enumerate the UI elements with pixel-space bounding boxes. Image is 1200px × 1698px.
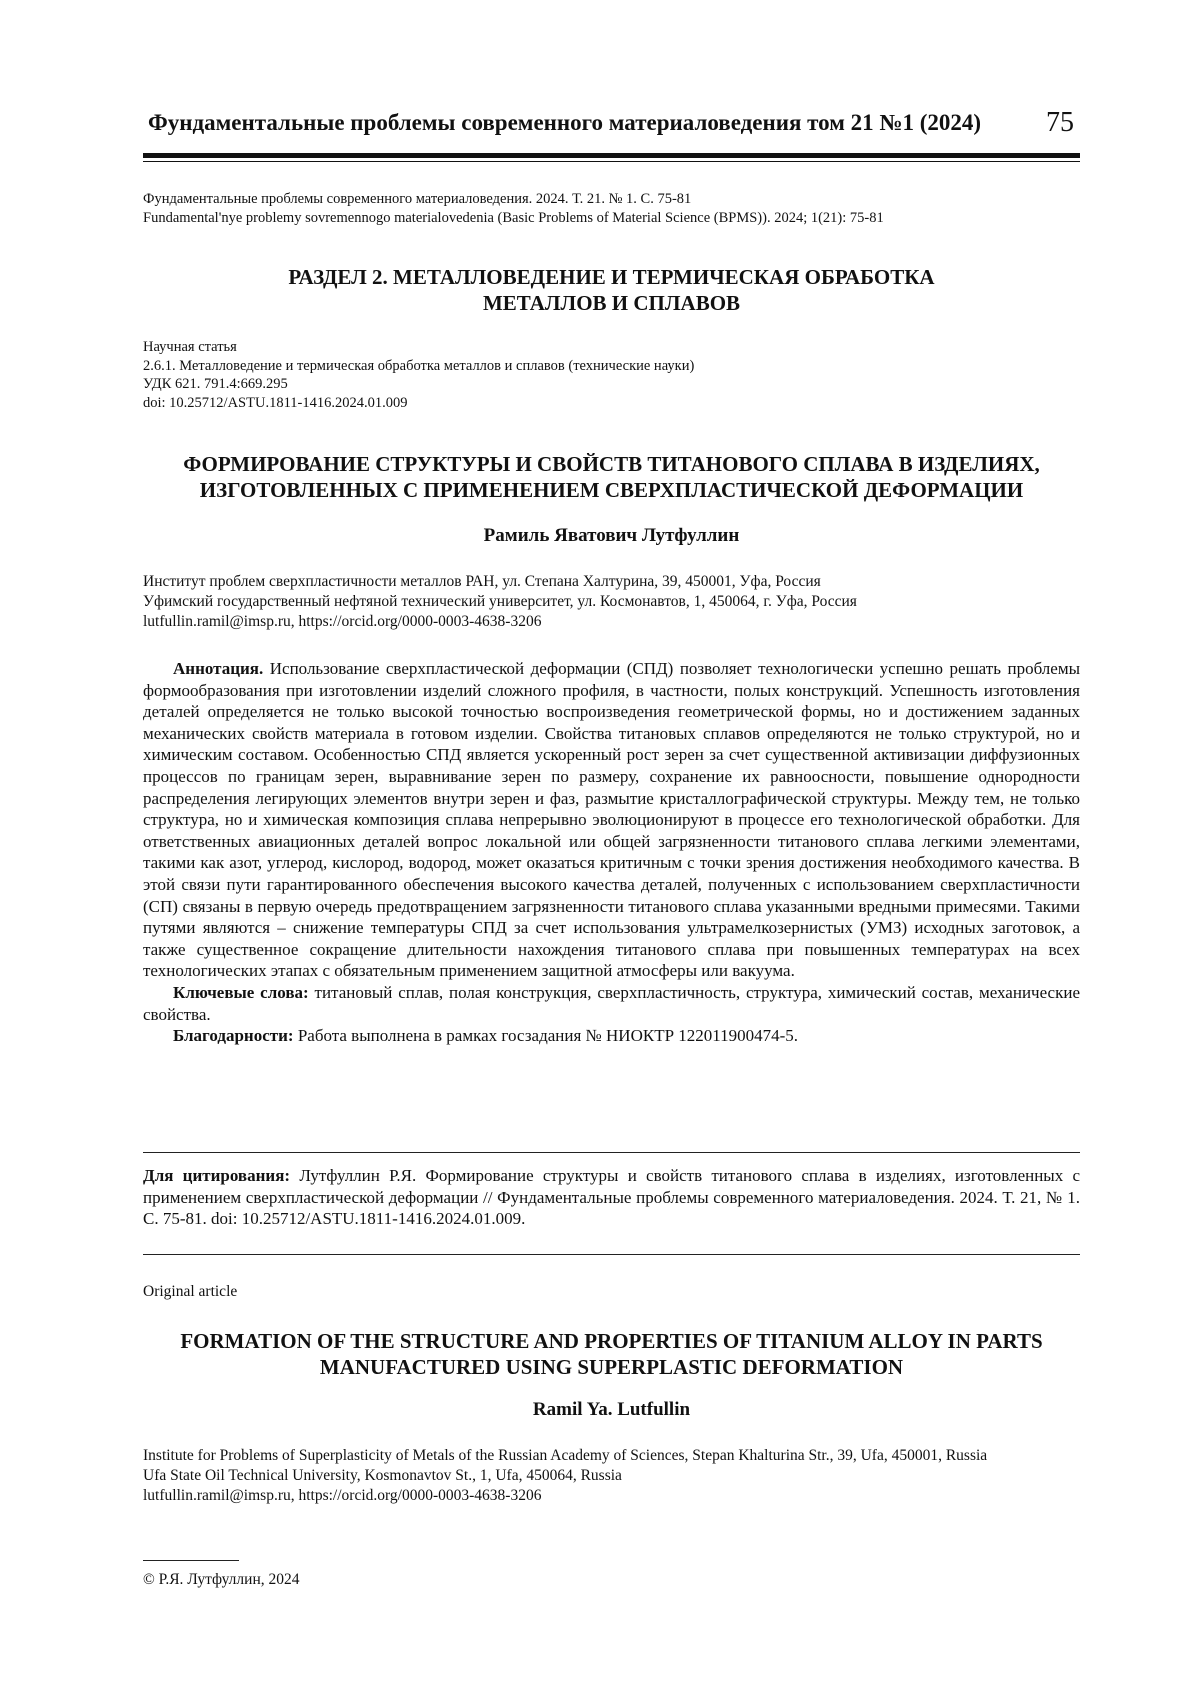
- section-heading-line1: РАЗДЕЛ 2. МЕТАЛЛОВЕДЕНИЕ И ТЕРМИЧЕСКАЯ ОБРАБОТКА: [288, 265, 935, 289]
- section-heading: [143, 264, 1080, 316]
- article-specialty: 2.6.1. Металловедение и термическая обработка металлов и сплавов (технические науки): [143, 357, 695, 374]
- page-number: 75: [1046, 107, 1074, 138]
- citation-block: [143, 1165, 1080, 1230]
- acknowledgements-paragraph: [143, 1025, 1080, 1047]
- affiliation-ru-1: Институт проблем сверхпластичности металлов РАН, ул. Степана Халтурина, 39, 450001, Уфа, Россия: [143, 573, 821, 590]
- affiliation-ru-2: Уфимский государственный нефтяной технический университет, ул. Космонавтов, 1, 450064, г. Уфа, Россия: [143, 593, 857, 610]
- copyright-footnote: © Р.Я. Лутфуллин, 2024: [143, 1571, 300, 1588]
- title-ru-line1: ФОРМИРОВАНИЕ СТРУКТУРЫ И СВОЙСТВ ТИТАНОВОГО СПЛАВА В ИЗДЕЛИЯХ,: [183, 452, 1040, 476]
- keywords-label: Ключевые слова:: [173, 982, 309, 1002]
- title-en-line1: FORMATION OF THE STRUCTURE AND PROPERTIES OF TITANIUM ALLOY IN PARTS: [180, 1329, 1043, 1353]
- citation-text: Лутфуллин Р.Я. Формирование структуры и свойств титанового сплава в изделиях, изготовленных с применением сверхпластической деформации // Фундаментальные проблемы современного материаловедения. 2024. Т. 21, № 1. С. 75-81. doi: 10.25712/ASTU.1811-1416.2024.01.009.: [143, 1166, 1081, 1229]
- affiliation-en-1: Institute for Problems of Superplasticity of Metals of the Russian Academy of Sciences, Stepan Khalturina Str., 39, Ufa, 450001, Russia: [143, 1447, 988, 1464]
- affiliations-en: [143, 1446, 987, 1506]
- original-article-label: Original article: [143, 1283, 238, 1300]
- biblio-line-ru: Фундаментальные проблемы современного материаловедения. 2024. Т. 21. № 1. С. 75-81: [143, 191, 692, 207]
- article-title-en: [143, 1328, 1080, 1380]
- abstract-label: Аннотация.: [173, 659, 264, 678]
- citation-rule-top: [143, 1152, 1080, 1153]
- citation-label: Для цитирования:: [143, 1166, 291, 1185]
- author-name-en: Ramil Ya. Lutfullin: [532, 1399, 691, 1420]
- title-ru-line2: ИЗГОТОВЛЕННЫХ С ПРИМЕНЕНИЕМ СВЕРХПЛАСТИЧЕСКОЙ ДЕФОРМАЦИИ: [199, 478, 1024, 502]
- affiliations-ru: [143, 572, 857, 632]
- acknowledgements-text: Работа выполнена в рамках госзадания № НИОКТР 122011900474-5.: [297, 1026, 799, 1046]
- keywords-text: титановый сплав, полая конструкция, сверхпластичность, структура, химический состав, механические свойства.: [143, 982, 1081, 1024]
- author-name-ru: Рамиль Яватович Лутфуллин: [483, 525, 740, 546]
- article-udc: УДК 621. 791.4:669.295: [143, 376, 288, 392]
- abstract-paragraph: [143, 658, 1080, 982]
- affiliation-en-2: Ufa State Oil Technical University, Kosmonavtov St., 1, Ufa, 450064, Russia: [143, 1467, 622, 1484]
- section-heading-line2: МЕТАЛЛОВ И СПЛАВОВ: [482, 291, 741, 315]
- bibliographic-reference: [143, 190, 884, 227]
- citation-rule-bottom: [143, 1254, 1080, 1255]
- biblio-line-en: Fundamental'nye problemy sovremennogo materialovedenia (Basic Problems of Material Science (BPMS)). 2024; 1(21): 75-81: [143, 209, 884, 226]
- article-title-ru: [143, 451, 1080, 503]
- header-rule-thick: [143, 153, 1080, 158]
- header-rule-thin: [143, 161, 1080, 162]
- author-contact-en: lutfullin.ramil@imsp.ru, https://orcid.org/0000-0003-4638-3206: [143, 1487, 542, 1504]
- footnote-rule: [143, 1560, 239, 1561]
- running-header-title: Фундаментальные проблемы современного материаловедения том 21 №1 (2024): [148, 110, 982, 135]
- abstract-block: [143, 658, 1080, 1047]
- keywords-paragraph: [143, 982, 1080, 1025]
- title-en-line2: MANUFACTURED USING SUPERPLASTIC DEFORMATION: [319, 1355, 904, 1379]
- article-type: Научная статья: [143, 339, 237, 355]
- article-meta: [143, 338, 694, 412]
- article-doi: doi: 10.25712/ASTU.1811-1416.2024.01.009: [143, 394, 408, 411]
- author-contact-ru: lutfullin.ramil@imsp.ru, https://orcid.org/0000-0003-4638-3206: [143, 613, 542, 630]
- acknowledgements-label: Благодарности:: [173, 1026, 294, 1046]
- abstract-text: Использование сверхпластической деформации (СПД) позволяет технологически успешно решать проблемы формообразования при изготовлении изделий сложного профиля, в частности, полых конструкций. Успешность изготовления деталей определяется не только высокой точностью воспроизведения геометрической формы, но и достижением заданных механических свойств материала в готовом изделии. Свойства титановых сплавов определяются не только структурой, но и химическим составом. Особенностью СПД является ускоренный рост зерен за счет существенной активизации диффузионных процессов по границам зерен, выравнивание зерен по размеру, сохранение их равноосности, повышение однородности распределения легирующих элементов внутри зерен и фаз, размытие кристаллографической структуры. Между тем, не только структура, но и химическая композиция сплава непрерывно эволюционируют в процессе его технологической обработки. Для ответственных авиационных деталей вопрос локальной или общей загрязненности титанового сплава легкими элементами, такими как азот, углерод, кислород, водород, может оказаться критичным с точки зрения достижения необходимого качества. В этой связи пути гарантированного обеспечения высокого качества деталей, полученных с использованием сверхпластичности (СП) связаны в первую очередь предотвращением загрязненности титанового сплава указанными вредными примесями. Такими путями являются – снижение температуры СПД за счет использования ультрамелкозернистых (УМЗ) исходных заготовок, а также существенное сокращение длительности нахождения титанового сплава при повышенных температурах на всех технологических этапах с обязательным применением защитной атмосферы или вакуума.: [143, 659, 1081, 981]
